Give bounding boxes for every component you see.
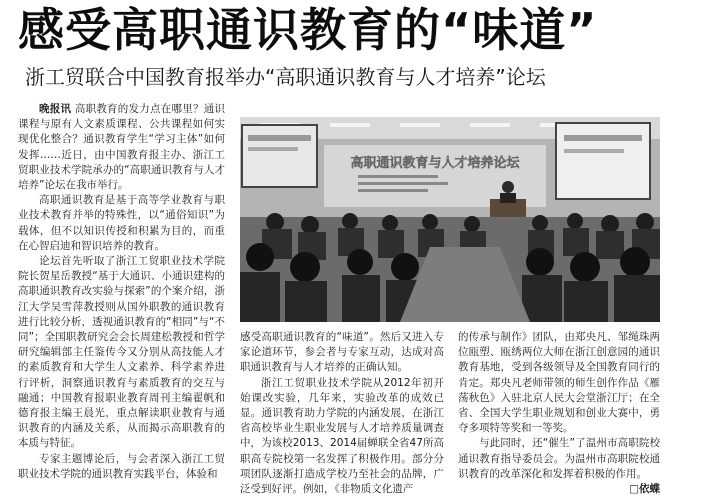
- subheadline: 浙工贸联合中国教育报举办“高职通识教育与人才培养”论坛: [25, 65, 546, 89]
- banner-title: 高职通识教育与人才培养论坛: [350, 156, 520, 171]
- article-paragraph: 浙江工贸职业技术学院从2012年初开始课改实验，几年来，实验改革的成效已显。通识教育助力学院的内涵发展，在浙江省高校毕业生职业发展与人才培养质量调查中，为该校2013、2014届蝉联全省47所高职高专院校第一名发挥了积极作用。部分分项团队逐渐打造成学校乃至社会的品牌，广泛受到好评。例如，《非物质文化遗产: [240, 376, 444, 496]
- article-paragraph: 论坛首先听取了浙江工贸职业技术学院院长贺星岳教授“基于大通识、小通识建构的高职通识教育改实验与探索”的个案介绍，浙江大学吴雪萍教授则从国外职教的通识教育进行比较分析，透视通识教育的“相同”与“不同”；全国职教研究会会长周建松教授和哲学研究编辑部主任鉴传今又分别从高技能人才的素质教育和大学生人文素养、科学素养进行评析，洞察通识教育与素质教育的交互与融通；中国教育报职业教育周刊主编翟帆和德育报主编王晨光，重点解读职业教育与通识教育的内涵及关系，从而揭示高职教育的本质与特征。: [18, 255, 225, 450]
- article-paragraph: 专家主题博论后，与会者深入浙江工贸职业技术学院的通识教育实践平台，体验和: [18, 452, 225, 480]
- headline: 感受高职通识教育的“味道”: [18, 3, 598, 57]
- article-paragraph: 感受高职通识教育的“味道”。然后又进入专家论道环节，参会者与专家互动，达成对高职通识教育与人才培养的正确认知。: [240, 331, 444, 374]
- author-byline: □依蝶: [629, 483, 660, 496]
- article-paragraph: [18, 102, 225, 193]
- article-paragraph: 高职通识教育是基于高等学业教育与职业技术教育并举的特殊性，以“通俗知识”为载体，但不以知识传授和积累为目的，而重在心智启迪和智识培养的教育。: [18, 194, 225, 252]
- article-paragraph: [458, 436, 660, 496]
- paragraph-text: 与此同时，还“催生”了温州市高职院校通识教育指导委员会。为温州市高职院校通识教育的改革深化和发挥着积极的作用。: [458, 437, 660, 480]
- article-column-right: [458, 330, 660, 502]
- forum-photo: [240, 117, 660, 322]
- article-column-left: [18, 102, 225, 502]
- paragraph-text: 高职教育的发力点在哪里？通识课程与原有人文素质课程、公共课程如何实现优化整合？通识教育学生“学习主体”如何发挥……近日，由中国教育报主办、浙江工贸职业技术学院承办的“高职通识教育与人才培养”论坛在我市举行。: [18, 103, 225, 192]
- dateline: 晚报讯: [39, 103, 72, 115]
- article-paragraph: 的传承与制作》团队，由郑央凡、邹绳珠两位瓯塑、瓯绣两位大师在浙江创意园的通识教育基地，受到各级领导及全国教育同行的肯定。郑央凡老师带领的师生创作作品《雁荡秋色》入驻北京人民大会堂浙江厅；在全省、全国大学生职业规划和创业大赛中，勇夺多项特等奖和一等奖。: [458, 331, 660, 435]
- article-column-middle: [240, 330, 444, 502]
